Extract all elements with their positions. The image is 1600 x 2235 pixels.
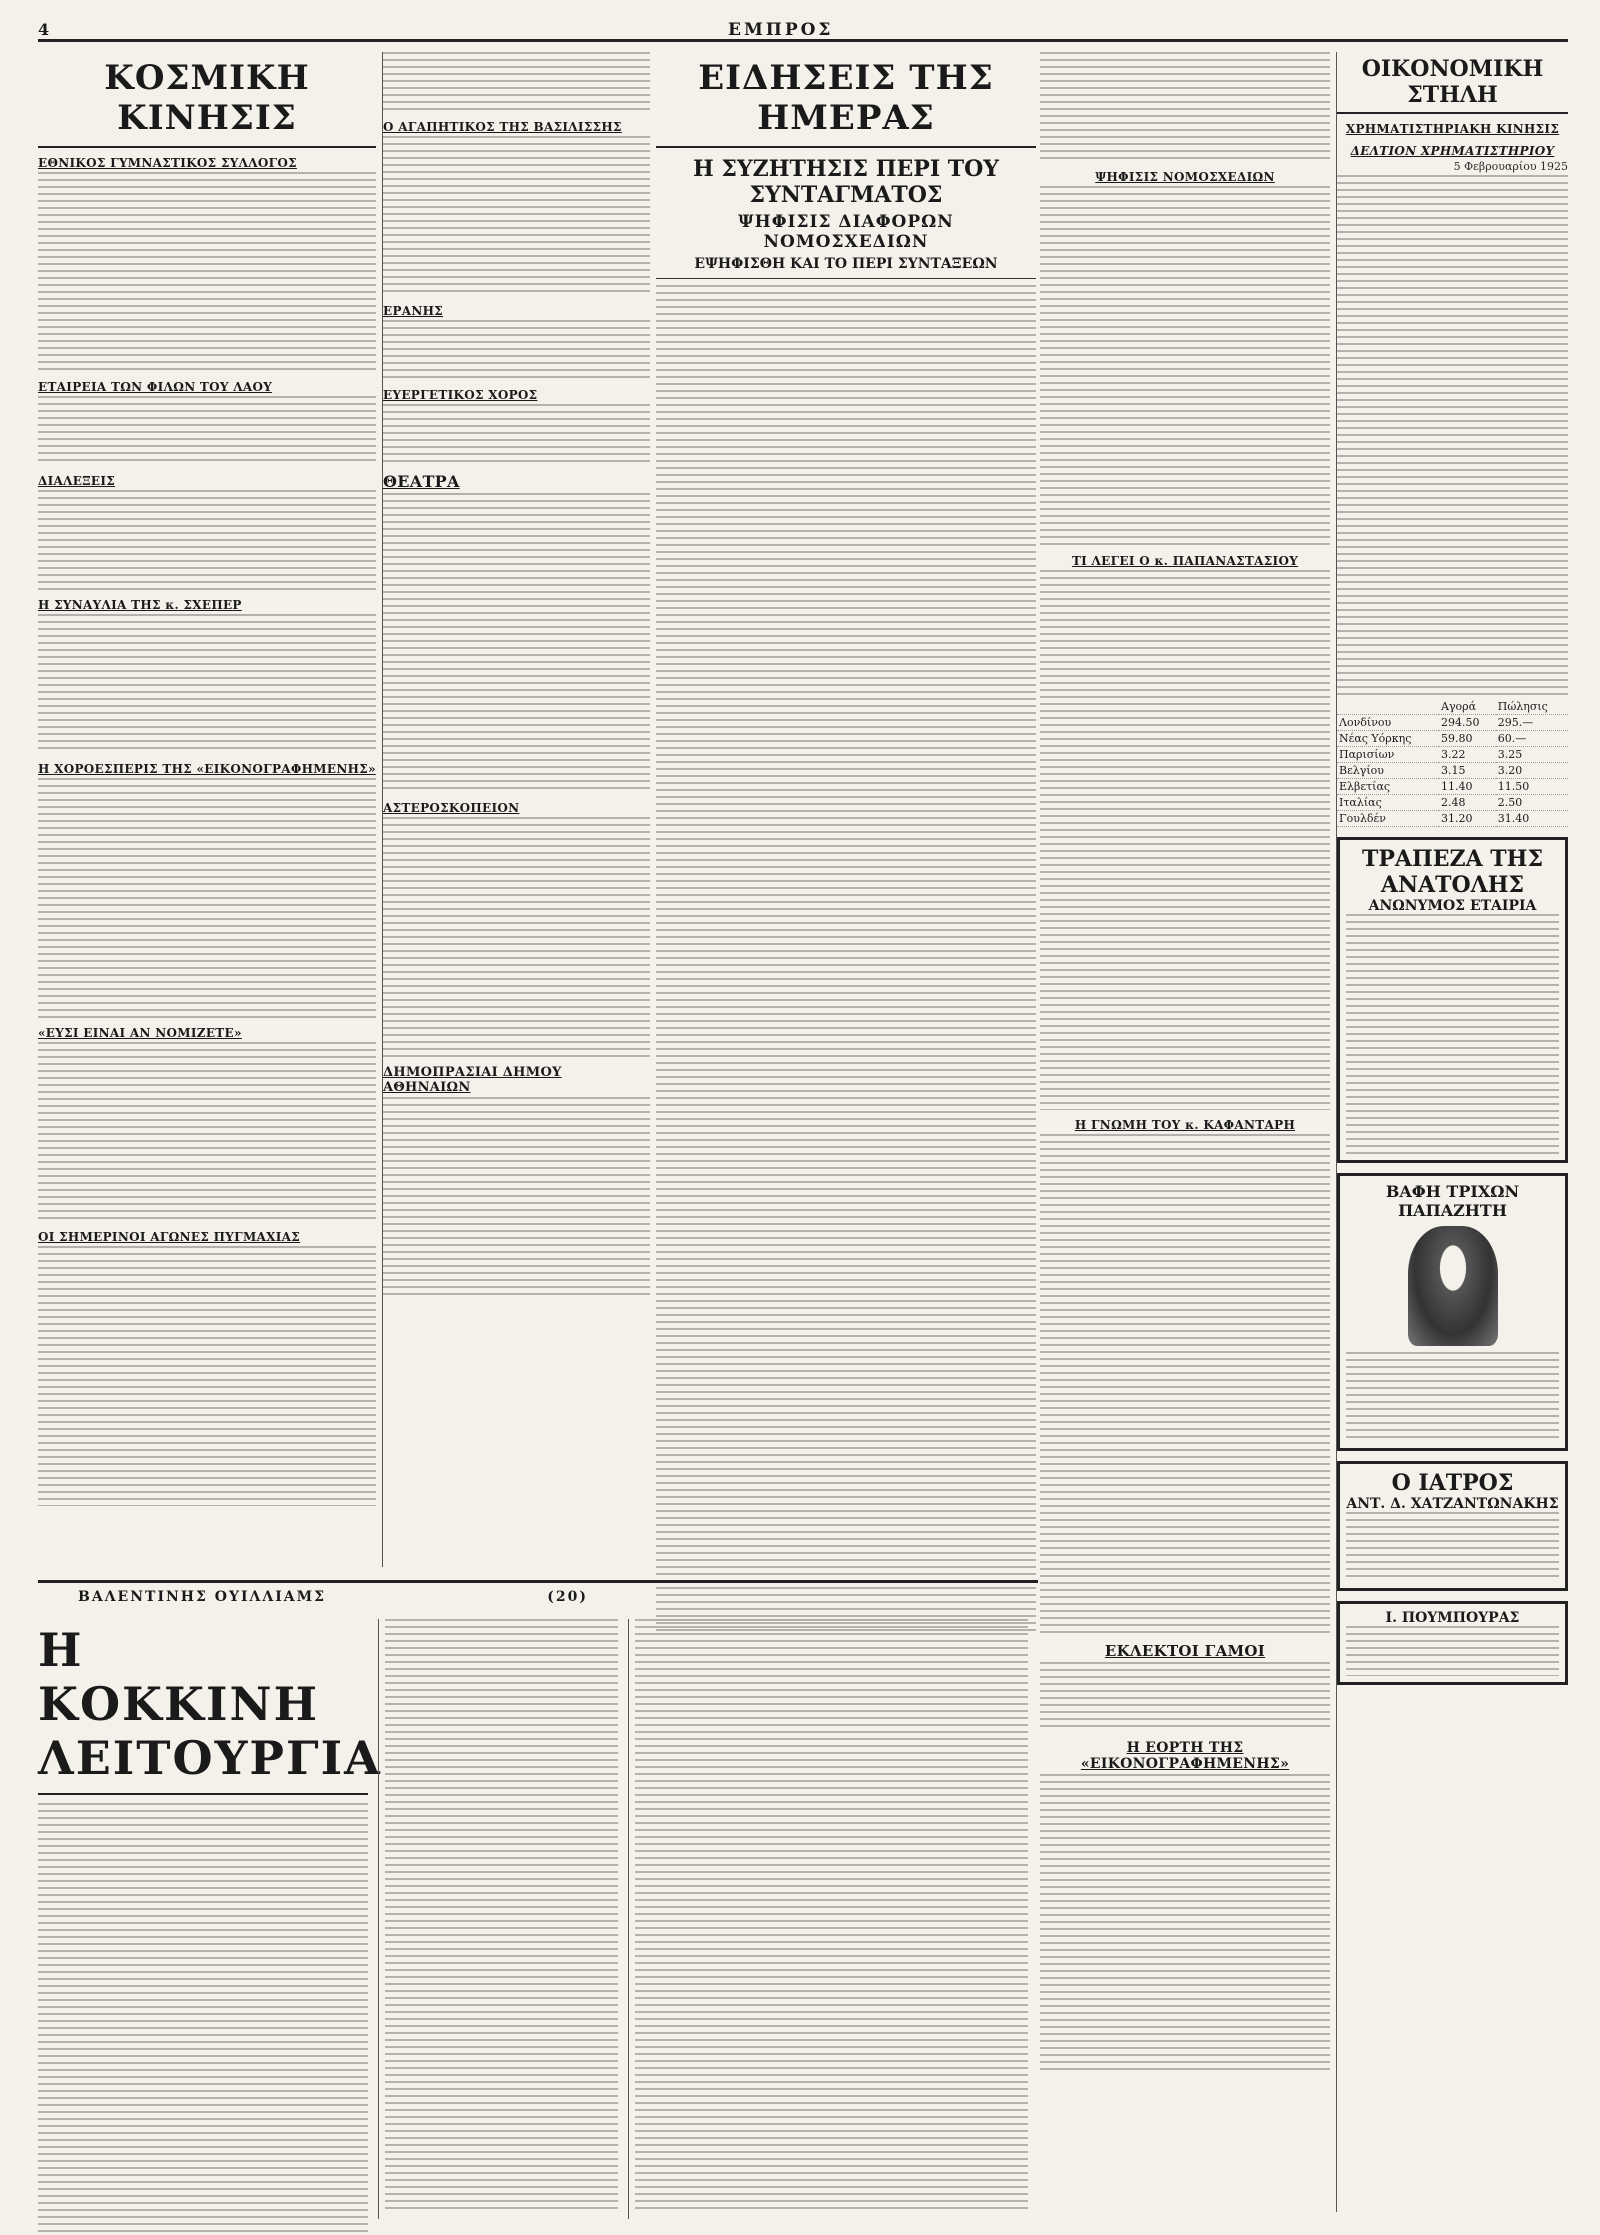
article-heading: ΔΗΜΟΠΡΑΣΙΑΙ ΔΗΜΟΥ ΑΘΗΝΑΙΩΝ (383, 1065, 562, 1095)
finance-subtitle-2: ΔΕΛΤΙΟΝ ΧΡΗΜΑΤΙΣΤΗΡΙΟΥ (1350, 144, 1555, 158)
article-body (1040, 1134, 1330, 1634)
doctor-ad-subtitle: ΑΝΤ. Δ. ΧΑΤΖΑΝΤΩΝΑΚΗΣ (1346, 1495, 1559, 1512)
bank-ad (1337, 837, 1568, 1163)
table-header-cell (1337, 699, 1439, 715)
article-body (1040, 186, 1330, 546)
hair-dye-ad-title: ΒΑΦΗ ΤΡΙΧΩΝ ΠΑΠΑΖΗΤΗ (1385, 1181, 1520, 1220)
table-cell: 31.20 (1439, 810, 1496, 826)
masthead (38, 20, 1568, 42)
table-cell: 59.80 (1439, 730, 1496, 746)
table-cell: 3.15 (1439, 762, 1496, 778)
footer-ad-title: Ι. ΠΟΥΜΠΟΥΡΑΣ (1385, 1609, 1520, 1626)
article-heading: Ο ΑΓΑΠΗΤΙΚΟΣ ΤΗΣ ΒΑΣΙΛΙΣΣΗΣ (383, 120, 622, 134)
article-heading: ΕΡΑΝΗΣ (383, 304, 444, 318)
article-body (383, 136, 650, 296)
exchange-table (1337, 699, 1568, 827)
table-cell: 295.— (1496, 714, 1568, 730)
article-heading: ΘΕΑΤΡΑ (383, 472, 460, 491)
footer-ad-body (1346, 1626, 1559, 1676)
main-subhead: ΨΗΦΙΣΙΣ ΔΙΑΦΟΡΩΝ ΝΟΜΟΣΧΕΔΙΩΝ (738, 212, 954, 252)
doctor-ad-body (1346, 1512, 1559, 1582)
article-heading: ΔΙΑΛΕΞΕΙΣ (38, 474, 116, 488)
article-body (383, 52, 650, 112)
article-heading: ΨΗΦΙΣΙΣ ΝΟΜΟΣΧΕΔΙΩΝ (1095, 170, 1275, 184)
table-row (1337, 762, 1568, 778)
article-body (38, 490, 376, 590)
serial-col-1 (38, 1619, 382, 2219)
table-cell: Λονδίνου (1337, 714, 1439, 730)
table-row (1337, 778, 1568, 794)
table-cell: 11.40 (1439, 778, 1496, 794)
events-column (382, 52, 650, 1567)
main-headline: Η ΣΥΖΗΤΗΣΙΣ ΠΕΡΙ ΤΟΥ ΣΥΝΤΑΓΜΑΤΟΣ (692, 156, 1000, 208)
article-body (1040, 1662, 1330, 1732)
serial-col-2 (378, 1619, 618, 2219)
footer-ad (1337, 1601, 1568, 1685)
article-body (38, 1042, 376, 1222)
article-heading: ΕΥΕΡΓΕΤΙΚΟΣ ΧΟΡΟΣ (383, 388, 538, 402)
table-cell: 11.50 (1496, 778, 1568, 794)
newspaper-page (38, 20, 1568, 2215)
table-cell: 294.50 (1439, 714, 1496, 730)
table-cell: Γουλδέν (1337, 810, 1439, 826)
table-cell: 2.50 (1496, 794, 1568, 810)
paper-name: ΕΜΠΡΟΣ (728, 20, 834, 40)
serial-author: ΒΑΛΕΝΤΙΝΗΣ ΟΥΙΛΛΙΑΜΣ (78, 1589, 327, 1605)
table-row (1337, 714, 1568, 730)
article-body (383, 493, 650, 793)
table-cell: Βελγίου (1337, 762, 1439, 778)
table-cell: 3.20 (1496, 762, 1568, 778)
article-heading: Η ΣΥΝΑΥΛΙΑ ΤΗΣ κ. ΣΧΕΠΕΡ (38, 598, 242, 612)
table-cell: Ιταλίας (1337, 794, 1439, 810)
article-body (38, 172, 376, 372)
page-number: 4 (38, 20, 50, 39)
section-title-finance: ΟΙΚΟΝΟΜΙΚΗ ΣΤΗΛΗ (1337, 52, 1568, 114)
news-column (656, 52, 1036, 1567)
article-heading: ΟΙ ΣΗΜΕΡΙΝΟΙ ΑΓΩΝΕΣ ΠΥΓΜΑΧΙΑΣ (38, 1230, 301, 1244)
doctor-ad (1337, 1461, 1568, 1591)
table-cell: 3.22 (1439, 746, 1496, 762)
serial-text (38, 1803, 368, 2235)
article-body (1040, 52, 1330, 162)
news-continuation-column (1040, 52, 1330, 2212)
article-body (38, 1246, 376, 1506)
article-body (383, 404, 650, 464)
serial-title: Η ΚΟΚΚΙΝΗ ΛΕΙΤΟΥΡΓΙΑ (38, 1619, 368, 1795)
section-title-social: ΚΟΣΜΙΚΗ ΚΙΝΗΣΙΣ (38, 52, 376, 148)
social-column (38, 52, 376, 1567)
table-cell: 60.— (1496, 730, 1568, 746)
article-body (383, 1097, 650, 1297)
article-heading: Η ΧΟΡΟΕΣΠΕΡΙΣ ΤΗΣ «ΕΙΚΟΝΟΓΡΑΦΗΜΕΝΗΣ» (38, 762, 376, 776)
bank-ad-subtitle: ΑΝΩΝΥΜΟΣ ΕΤΑΙΡΙΑ (1368, 897, 1537, 914)
article-heading: Η ΓΝΩΜΗ ΤΟΥ κ. ΚΑΦΑΝΤΑΡΗ (1074, 1118, 1296, 1132)
article-heading: «ΕΥΣΙ ΕΙΝΑΙ ΑΝ ΝΟΜΙΖΕΤΕ» (38, 1026, 242, 1040)
table-cell: Νέας Υόρκης (1337, 730, 1439, 746)
article-body (383, 817, 650, 1057)
table-row (1337, 794, 1568, 810)
article-body (1040, 570, 1330, 1110)
table-row (1337, 810, 1568, 826)
article-heading: ΤΙ ΛΕΓΕΙ Ο κ. ΠΑΠΑΝΑΣΤΑΣΙΟΥ (1071, 554, 1299, 568)
table-row (1337, 746, 1568, 762)
table-cell: Παρισίων (1337, 746, 1439, 762)
bank-ad-body (1346, 914, 1559, 1154)
article-body (656, 285, 1036, 1635)
divider (656, 278, 1036, 279)
serial-columns (38, 1619, 1038, 2219)
article-heading: ΑΣΤΕΡΟΣΚΟΠΕΙΟΝ (383, 801, 520, 815)
table-cell: 3.25 (1496, 746, 1568, 762)
article-body (38, 778, 376, 1018)
hair-dye-ad-body (1346, 1352, 1559, 1442)
article-body (383, 320, 650, 380)
table-header-cell: Αγορά (1439, 699, 1496, 715)
article-heading: ΕΚΛΕΚΤΟΙ ΓΑΜΟΙ (1104, 1642, 1266, 1660)
serial-col-3 (628, 1619, 1028, 2219)
main-subhead-2: ΕΨΗΦΙΣΘΗ ΚΑΙ ΤΟ ΠΕΡΙ ΣΥΝΤΑΞΕΩΝ (694, 256, 998, 272)
article-body (38, 614, 376, 754)
serial-number: (20) (547, 1589, 588, 1605)
table-header-row (1337, 699, 1568, 715)
table-cell: 31.40 (1496, 810, 1568, 826)
serial-text (635, 1619, 1028, 2209)
serial-text (385, 1619, 618, 2209)
finance-column (1336, 52, 1568, 2212)
section-title-news: ΕΙΔΗΣΕΙΣ ΤΗΣ ΗΜΕΡΑΣ (656, 52, 1036, 148)
table-cell: 2.48 (1439, 794, 1496, 810)
article-heading: ΕΘΝΙΚΟΣ ΓΥΜΝΑΣΤΙΚΟΣ ΣΥΛΛΟΓΟΣ (38, 156, 297, 170)
article-body (1040, 1774, 1330, 2074)
serial-novel (38, 1580, 1038, 2215)
bank-ad-title: ΤΡΑΠΕΖΑ ΤΗΣ ΑΝΑΤΟΛΗΣ (1361, 845, 1544, 898)
portrait-illustration (1408, 1226, 1498, 1346)
finance-subtitle: ΧΡΗΜΑΤΙΣΤΗΡΙΑΚΗ ΚΙΝΗΣΙΣ (1345, 122, 1560, 136)
serial-header (38, 1583, 628, 1609)
doctor-ad-title: Ο ΙΑΤΡΟΣ (1391, 1469, 1514, 1496)
finance-date: 5 Φεβρουαρίου 1925 (1453, 160, 1568, 173)
stock-listings (1337, 175, 1568, 695)
hair-dye-ad (1337, 1173, 1568, 1451)
article-heading: Η ΕΟΡΤΗ ΤΗΣ «ΕΙΚΟΝΟΓΡΑΦΗΜΕΝΗΣ» (1080, 1740, 1290, 1772)
table-cell: Ελβετίας (1337, 778, 1439, 794)
table-row (1337, 730, 1568, 746)
article-body (38, 396, 376, 466)
table-header-cell: Πώλησις (1496, 699, 1568, 715)
article-heading: ΕΤΑΙΡΕΙΑ ΤΩΝ ΦΙΛΩΝ ΤΟΥ ΛΑΟΥ (38, 380, 273, 394)
